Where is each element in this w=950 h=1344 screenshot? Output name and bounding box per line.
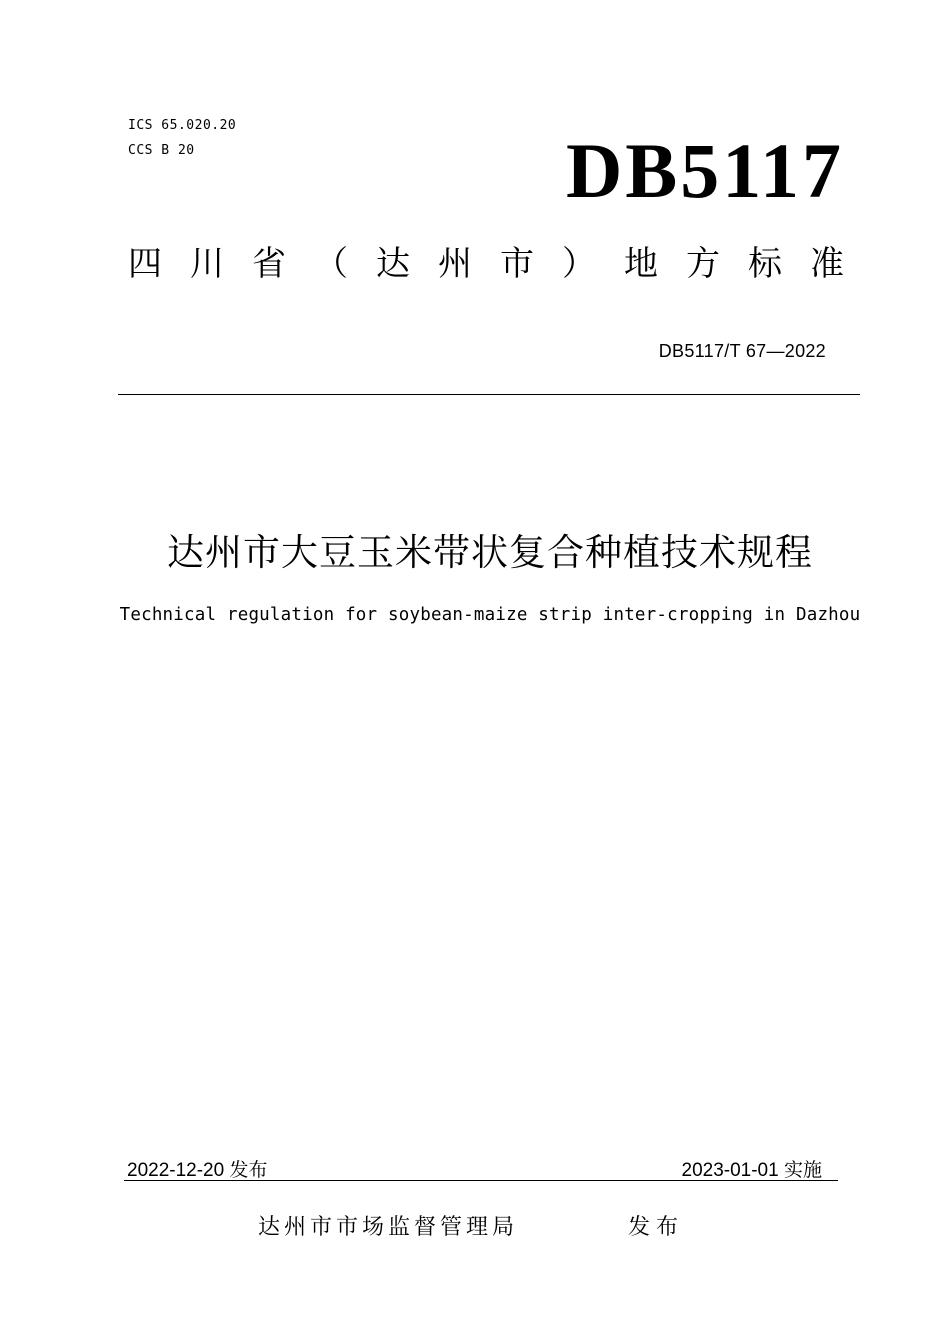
- document-title-english: Technical regulation for soybean-maize strip inter-cropping in Dazhou: [119, 605, 861, 625]
- publish-date-line: [127, 1155, 268, 1182]
- standard-type-title: [128, 242, 844, 286]
- standard-type-char: （: [314, 244, 348, 284]
- standard-type-char: 州: [438, 244, 472, 284]
- top-divider: [118, 394, 860, 395]
- issuing-authority: 达州市市场监督管理局: [258, 1215, 519, 1240]
- ccs-code: CCS B 20: [128, 143, 195, 158]
- bottom-divider: [124, 1180, 838, 1181]
- effective-date-line: [682, 1155, 823, 1182]
- standard-type-char: 川: [190, 244, 224, 284]
- standard-type-char: 市: [500, 244, 534, 284]
- ics-code: ICS 65.020.20: [128, 118, 237, 133]
- effective-date: 2023-01-01: [681, 1160, 779, 1181]
- standard-number: DB5117/T 67—2022: [658, 341, 826, 361]
- standard-type-char: ）: [562, 244, 596, 284]
- publish-date: 2022-12-20: [127, 1160, 225, 1181]
- standard-type-char: 方: [686, 244, 720, 284]
- document-title-chinese: 达州市大豆玉米带状复合种植技术规程: [167, 531, 813, 574]
- issuing-action: 发布: [628, 1215, 685, 1240]
- standard-type-char: 准: [810, 244, 844, 284]
- standard-type-char: 省: [252, 244, 286, 284]
- standard-type-char: 达: [376, 244, 410, 284]
- standard-logo: DB5117: [565, 127, 844, 214]
- standard-type-char: 标: [748, 244, 782, 284]
- standard-type-char: 地: [624, 244, 658, 284]
- effective-label: 实施: [783, 1159, 822, 1181]
- standard-type-char: 四: [128, 244, 162, 284]
- publish-label: 发布: [229, 1159, 268, 1181]
